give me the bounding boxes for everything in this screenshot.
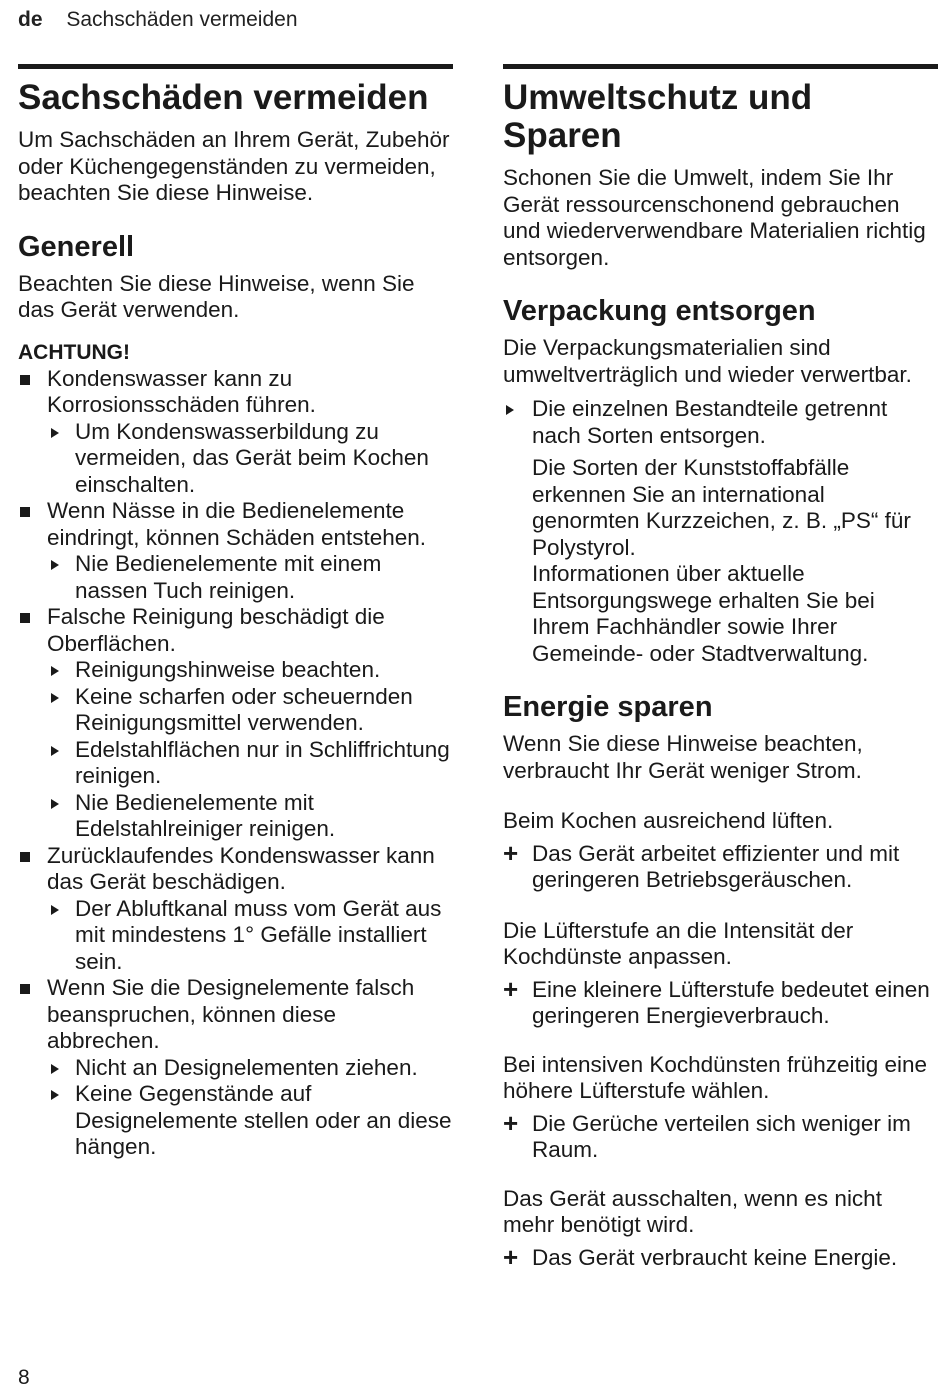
action-step: Um Kondenswasserbildung zu vermeiden, das Gerät beim Kochen einschalten. [18,419,453,499]
subsection-title: Verpackung entsorgen [503,295,816,327]
plus-icon: + [503,837,519,868]
action-step: Reinigungshinweise beachten. [18,657,453,684]
action-step: Nie Bedienelemente mit Edelstahlreiniger reinigen. [18,790,453,843]
action-step: Keine scharfen oder scheuernden Reinigungsmittel verwenden. [18,684,453,737]
energy-tip: Das Gerät ausschalten, wenn es nicht mehr benötigt wird. [503,1185,882,1237]
triangle-bullet-icon [51,693,59,703]
energy-tip: Die Lüfterstufe an die Intensität der Kochdünste anpassen. [503,917,854,969]
running-header [18,8,298,32]
triangle-bullet-icon [51,746,59,756]
warning-item: Kondenswasser kann zu Korrosionsschäden führen. [18,366,453,419]
action-step: Keine Gegenstände auf Designelemente stellen oder an diese hängen. [18,1081,453,1161]
square-bullet-icon [20,852,30,862]
action-step: Der Abluftkanal muss vom Gerät aus mit mindestens 1° Gefälle installiert sein. [18,896,453,976]
language-code: de [18,8,43,31]
square-bullet-icon [20,507,30,517]
energy-intro: Wenn Sie diese Hinweise beachten, verbraucht Ihr Gerät weniger Strom. [503,731,863,783]
section-title: Sachschäden vermeiden [18,78,429,117]
plus-icon: + [503,1107,519,1138]
intro-paragraph: Um Sachschäden an Ihrem Gerät, Zubehör oder Küchengegenständen zu vermeiden, beachten Sie diese Hinweise. [18,127,450,205]
triangle-bullet-icon [51,1090,59,1100]
action-step: Nicht an Designelementen ziehen. [18,1055,453,1082]
triangle-bullet-icon [51,666,59,676]
section-rule [18,64,453,69]
square-bullet-icon [20,375,30,385]
energy-benefit: + Die Gerüche verteilen sich weniger im Raum. [503,1107,911,1162]
warning-item: Wenn Sie die Designelemente falsch beanspruchen, können diese abbrechen. [18,975,453,1055]
disposal-note: Die Sorten der Kunststoffabfälle erkennen Sie an international genormten Kurzzeichen, z. B. „PS“ für Polystyrol. [532,455,911,560]
intro-paragraph: Schonen Sie die Umwelt, indem Sie Ihr Gerät ressourcenschonend gebrauchen und wiederverwendbare Materialien richtig entsorgen. [503,165,926,270]
action-step: Edelstahlflächen nur in Schliffrichtung reinigen. [18,737,453,790]
subsection-title: Generell [18,230,135,263]
warning-item: Zurücklaufendes Kondenswasser kann das Gerät beschädigen. [18,843,453,896]
action-step: Nie Bedienelemente mit einem nassen Tuch reinigen. [18,551,453,604]
energy-benefit: + Eine kleinere Lüfterstufe bedeutet einen geringeren Energieverbrauch. [503,973,930,1028]
page-number: 8 [18,1366,30,1389]
header-title: Sachschäden vermeiden [66,8,298,31]
right-column [503,64,938,1271]
left-column [18,64,453,1161]
warning-item: Wenn Nässe in die Bedienelemente eindringt, können Schäden entstehen. [18,498,453,551]
warning-item: Falsche Reinigung beschädigt die Oberflächen. [18,604,453,657]
triangle-bullet-icon [51,428,59,438]
section-rule [503,64,938,69]
square-bullet-icon [20,613,30,623]
triangle-bullet-icon [51,905,59,915]
square-bullet-icon [20,984,30,994]
triangle-bullet-icon [51,560,59,570]
warning-label: ACHTUNG! [18,340,130,364]
plus-icon: + [503,973,519,1004]
energy-benefit: + Das Gerät arbeitet effizienter und mit geringeren Betriebsgeräuschen. [503,837,900,892]
triangle-bullet-icon [506,405,514,415]
energy-tip: Bei intensiven Kochdünsten frühzeitig eine höhere Lüfterstufe wählen. [503,1051,928,1103]
action-step: Die einzelnen Bestandteile getrennt nach Sorten entsorgen. [503,396,938,449]
section-title: Umweltschutz und Sparen [503,78,813,155]
subsection-title: Energie sparen [503,691,713,723]
plus-icon: + [503,1241,519,1272]
triangle-bullet-icon [51,1064,59,1074]
energy-benefit: + Das Gerät verbraucht keine Energie. [503,1241,898,1272]
energy-tip: Beim Kochen ausreichend lüften. [503,808,834,833]
general-paragraph: Beachten Sie diese Hinweise, wenn Sie das Gerät verwenden. [18,270,415,322]
packaging-paragraph: Die Verpackungsmaterialien sind umweltverträglich und wieder verwertbar. [503,335,912,387]
disposal-note: Informationen über aktuelle Entsorgungswege erhalten Sie bei Ihrem Fachhändler sowie Ihrer Gemeinde- oder Stadtverwaltung. [532,561,875,666]
triangle-bullet-icon [51,799,59,809]
